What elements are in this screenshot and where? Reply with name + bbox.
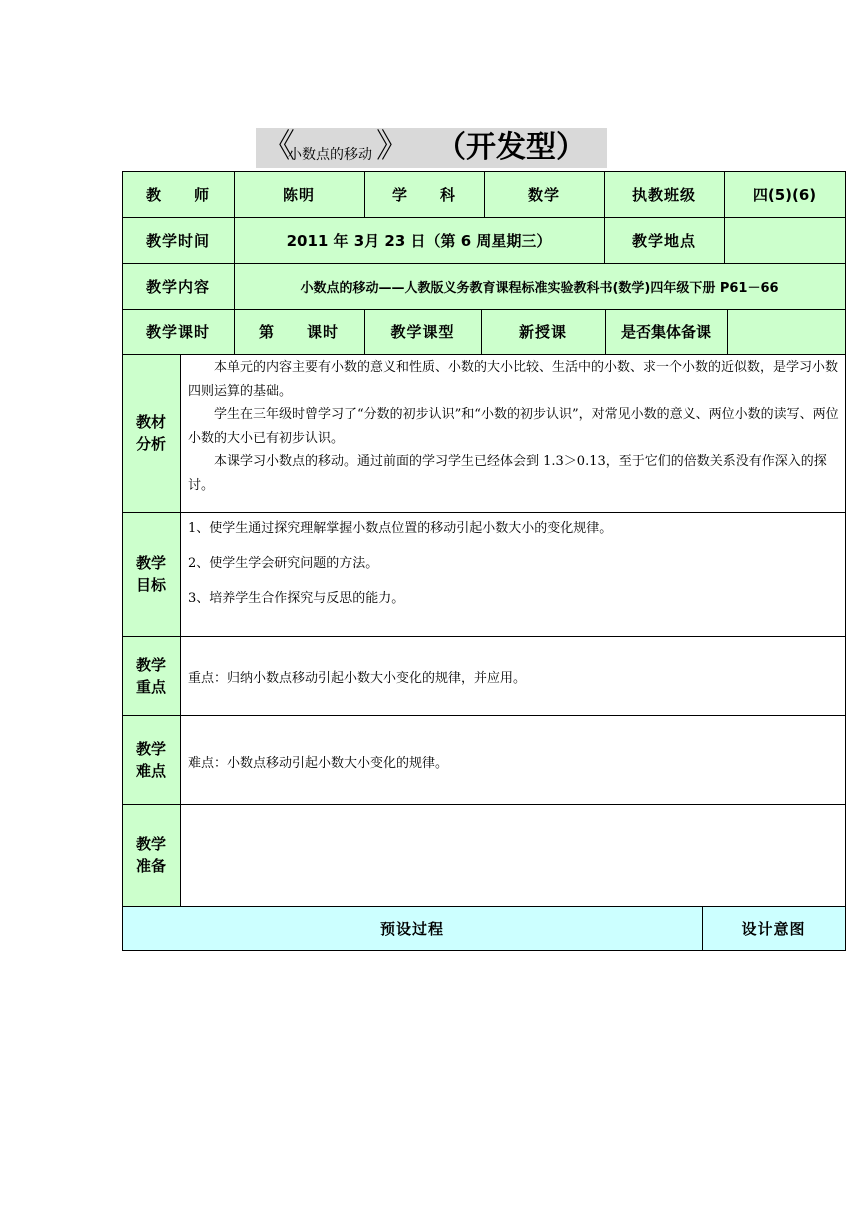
place-label: 教学地点	[604, 217, 724, 263]
table-border	[484, 171, 485, 217]
analysis-paragraph: 本单元的内容主要有小数的意义和性质、小数的大小比较、生活中的小数、求一个小数的近似数，是学习小数四则运算的基础。	[188, 360, 839, 399]
collective-label: 是否集体备课	[605, 309, 727, 354]
lesson-type-label: 教学课型	[364, 309, 481, 354]
table-border	[122, 512, 846, 513]
title-lesson-name: 小数点的移动	[288, 147, 372, 163]
lesson-type-value: 新授课	[481, 309, 605, 354]
key-point-label: 教学重点	[122, 636, 180, 715]
time-value: 2011 年 3月 23 日（第 6 周星期三）	[234, 217, 604, 263]
period-label: 教学课时	[122, 309, 234, 354]
teacher-label: 教 师	[122, 172, 234, 217]
table-border	[122, 950, 846, 951]
key-point-text: 重点：归纳小数点移动引起小数大小变化的规律，并应用。	[188, 671, 527, 686]
table-border	[122, 636, 846, 637]
table-border	[234, 263, 235, 309]
objective-item: 3、培养学生合作探究与反思的能力。	[188, 591, 405, 606]
table-border	[364, 309, 365, 354]
title-open-quote: 《	[262, 126, 295, 165]
content-value	[234, 263, 845, 309]
preparation-body	[180, 804, 845, 906]
title-close-quote: 》	[376, 126, 409, 165]
table-border	[727, 309, 728, 354]
title-lesson-type: （开发型）	[436, 130, 586, 165]
table-border	[364, 171, 365, 217]
table-border	[122, 715, 846, 716]
class-value: 四(5)(6)	[724, 172, 845, 217]
objective-item: 2、使学生学会研究问题的方法。	[188, 556, 379, 571]
process-header: 预设过程	[122, 906, 702, 950]
table-border	[122, 217, 846, 218]
table-border	[180, 354, 181, 906]
preparation-label: 教学准备	[122, 804, 180, 906]
table-border	[845, 171, 846, 951]
table-border	[122, 906, 846, 907]
key-point-body	[180, 636, 845, 715]
table-border	[122, 263, 846, 264]
difficulty-body	[180, 715, 845, 804]
table-border	[605, 309, 606, 354]
table-border	[604, 171, 605, 217]
difficulty-label: 教学难点	[122, 715, 180, 804]
subject-value: 数学	[484, 172, 604, 217]
content-text: 小数点的移动——人教版义务教育课程标准实验教科书(数学)四年级下册 P61－66	[300, 280, 779, 296]
objective-item: 1、使学生通过探究理解掌握小数点位置的移动引起小数大小的变化规律。	[188, 521, 613, 536]
analysis-label: 教材分析	[122, 354, 180, 512]
teacher-value: 陈明	[234, 172, 364, 217]
table-border	[122, 309, 846, 310]
table-border	[122, 171, 123, 951]
table-border	[604, 217, 605, 263]
table-border	[724, 171, 725, 217]
analysis-paragraph: 本课学习小数点的移动。通过前面的学习学生已经体会到 1.3＞0.13，至于它们的倍数关系没有作深入的探讨。	[188, 454, 827, 493]
class-label: 执教班级	[604, 172, 724, 217]
place-value	[724, 217, 845, 263]
table-border	[122, 354, 846, 355]
period-value: 第 课时	[234, 309, 364, 354]
collective-value	[727, 309, 845, 354]
table-border	[122, 804, 846, 805]
table-border	[702, 906, 703, 950]
table-border	[481, 309, 482, 354]
intent-header: 设计意图	[702, 906, 845, 950]
difficulty-text: 难点：小数点移动引起小数大小变化的规律。	[188, 756, 449, 771]
table-border	[234, 171, 235, 217]
objectives-label: 教学目标	[122, 512, 180, 636]
table-border	[234, 309, 235, 354]
subject-label: 学 科	[364, 172, 484, 217]
objectives-body	[180, 512, 845, 636]
time-label: 教学时间	[122, 217, 234, 263]
table-border	[724, 217, 725, 263]
content-label: 教学内容	[122, 263, 234, 309]
table-border	[234, 217, 235, 263]
analysis-body	[180, 354, 845, 512]
analysis-paragraph: 学生在三年级时曾学习了“分数的初步认识”和“小数的初步认识”，对常见小数的意义、两位小数的读写、两位小数的大小已有初步认识。	[188, 407, 839, 446]
